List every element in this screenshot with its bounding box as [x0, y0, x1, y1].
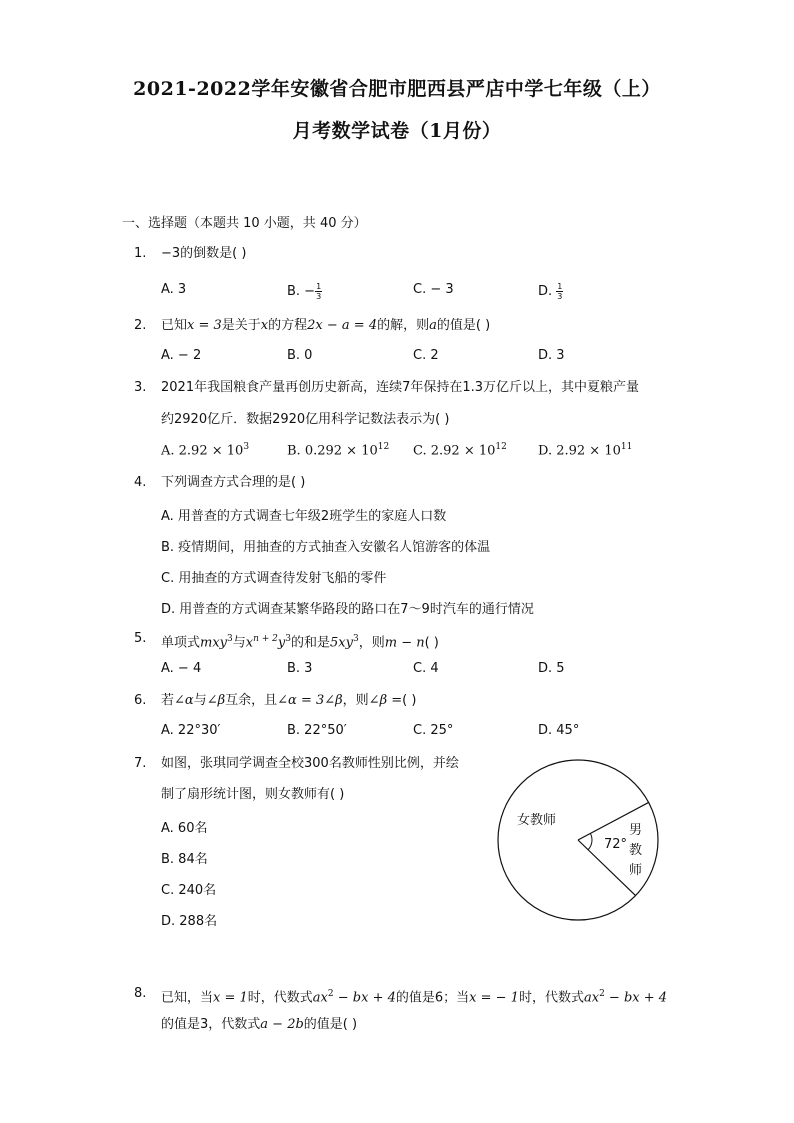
option-d: D. 45° [538, 723, 580, 738]
question-number: 7. [134, 756, 147, 771]
option-c: C. 25° [413, 723, 454, 738]
option-b: B. 3 [287, 661, 313, 676]
question-stem-line-1: 如图，张琪同学调查全校300名教师性别比例，并绘 [161, 756, 459, 771]
option-b: B. 0 [287, 348, 313, 363]
option-a: A. 60名 [161, 821, 208, 836]
option-c: C. 2 [413, 348, 439, 363]
option-d: D. $\frac{1}{3}$ [538, 282, 563, 301]
option-c: C. 用抽查的方式调查待发射飞船的零件 [161, 571, 387, 586]
option-b: B. − $\frac{1}{3}$ [287, 282, 322, 301]
female-teacher-label: 女教师 [517, 813, 557, 828]
option-b: B. 疫情期间，用抽查的方式抽查入安徽名人馆游客的体温 [161, 540, 491, 555]
male-label-char-1: 男 [629, 823, 643, 838]
male-label-char-2: 教 [629, 843, 643, 858]
question-stem: −3的倒数是( ) [161, 246, 247, 261]
option-a: A. − 4 [161, 661, 202, 676]
question-stem: 若∠α与∠β互余，且∠α = 3∠β，则∠β =( ) [161, 693, 417, 708]
option-b: B. 84名 [161, 852, 208, 867]
question-stem: 下列调查方式合理的是( ) [161, 475, 306, 490]
option-c: C. 240名 [161, 883, 217, 898]
question-number: 5. [134, 631, 147, 646]
question-number: 6. [134, 693, 147, 708]
option-c: C. − 3 [413, 282, 454, 297]
section-heading: 一、选择题（本题共 10 小题，共 40 分） [122, 216, 367, 231]
option-c: C. 4 [413, 661, 439, 676]
option-a: A. − 2 [161, 348, 202, 363]
exam-title-line-2: 月考数学试卷（1月份） [292, 120, 502, 142]
option-b: B. 22°50′ [287, 723, 347, 738]
option-a: A. 用普查的方式调查七年级2班学生的家庭人口数 [161, 509, 447, 524]
question-stem-line-1: 已知，当x = 1时，代数式$ax^2$ − bx + 4的值是6；当x = − 1时，代数式$ax^2$ − bx + 4 [161, 989, 668, 1006]
question-stem-line-2: 制了扇形统计图，则女教师有( ) [161, 787, 345, 802]
option-a: A. $2.92 \times 10^3$ [161, 442, 250, 459]
option-d: D. 用普查的方式调查某繁华路段的路口在7～9时汽车的通行情况 [161, 602, 534, 617]
question-stem: 已知x = 3是关于x的方程2x − a = 4的解，则a的值是( ) [161, 318, 491, 333]
option-b: B. $0.292 \times 10^{12}$ [287, 442, 390, 459]
angle-label: 72° [604, 837, 628, 852]
question-stem-line-1: 2021年我国粮食产量再创历史新高，连续7年保持在1.3万亿斤以上，其中夏粮产量 [161, 380, 640, 395]
question-stem-line-2: 约2920亿斤．数据2920亿用科学记数法表示为( ) [161, 412, 450, 427]
question-number: 1. [134, 246, 147, 261]
pie-chart [490, 750, 670, 930]
question-number: 4. [134, 475, 147, 490]
option-a: A. 22°30′ [161, 723, 221, 738]
question-number: 3. [134, 380, 147, 395]
question-stem-line-2: 的值是3，代数式a − 2b的值是( ) [161, 1017, 358, 1032]
male-label-char-3: 师 [629, 863, 643, 878]
option-c: C. $2.92 \times 10^{12}$ [413, 442, 507, 459]
question-number: 2. [134, 318, 147, 333]
option-a: A. 3 [161, 282, 187, 297]
exam-title-line-1: 2021-2022学年安徽省合肥市肥西县严店中学七年级（上） [133, 78, 661, 100]
option-d: D. 5 [538, 661, 565, 676]
option-d: D. $2.92 \times 10^{11}$ [538, 442, 633, 459]
option-d: D. 288名 [161, 914, 218, 929]
option-d: D. 3 [538, 348, 565, 363]
question-stem: 单项式mxy$^3$与$x^{n + 2}y^3$的和是$5xy^3$，则m − n( ) [161, 634, 439, 651]
question-number: 8. [134, 986, 147, 1001]
angle-arc [588, 833, 592, 849]
